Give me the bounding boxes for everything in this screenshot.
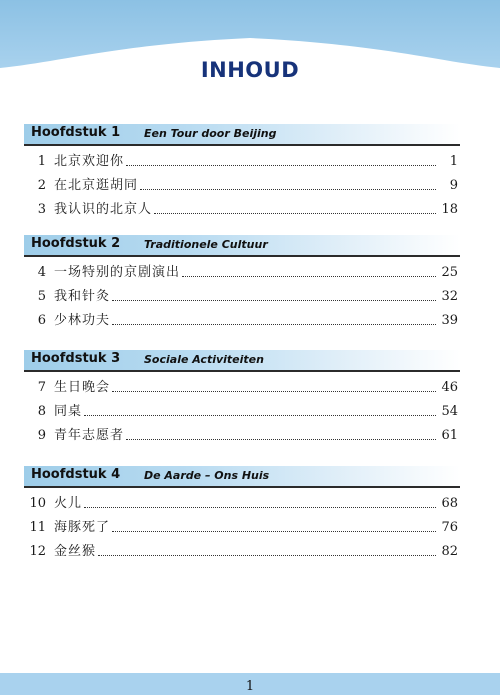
page-ref: 82 xyxy=(441,544,458,559)
toc-entry[interactable] xyxy=(24,400,460,424)
chapter-section xyxy=(24,235,484,333)
toc-entry[interactable] xyxy=(24,492,460,516)
toc-entry[interactable] xyxy=(24,285,460,309)
page-ref: 1 xyxy=(449,154,458,169)
lesson-title: 北京欢迎你 xyxy=(54,154,125,169)
toc-entry[interactable] xyxy=(24,198,460,222)
lesson-title: 少林功夫 xyxy=(54,313,111,328)
toc-entry[interactable] xyxy=(24,261,460,285)
page-ref: 25 xyxy=(441,265,458,280)
page-ref: 76 xyxy=(441,520,458,535)
chapter-header xyxy=(24,235,460,255)
page-ref: 9 xyxy=(449,178,458,193)
lesson-title: 我和针灸 xyxy=(54,289,111,304)
lesson-number: 4 xyxy=(37,265,46,280)
lesson-title: 青年志愿者 xyxy=(54,428,125,443)
lesson-list xyxy=(24,492,460,564)
lesson-number: 2 xyxy=(37,178,46,193)
page-ref: 68 xyxy=(441,496,458,511)
lesson-number: 12 xyxy=(29,544,46,559)
toc-entry[interactable] xyxy=(24,376,460,400)
page-ref: 32 xyxy=(441,289,458,304)
toc-entry[interactable] xyxy=(24,309,460,333)
page-ref: 61 xyxy=(441,428,458,443)
chapter-name: Een Tour door Beijing xyxy=(144,127,277,140)
lesson-list xyxy=(24,150,460,222)
toc-entry[interactable] xyxy=(24,150,460,174)
chapter-section xyxy=(24,350,484,448)
lesson-title: 金丝猴 xyxy=(54,544,97,559)
dot-leader xyxy=(126,438,436,440)
lesson-title: 海豚死了 xyxy=(54,520,111,535)
lesson-list xyxy=(24,376,460,448)
lesson-number: 11 xyxy=(29,520,46,535)
dot-leader xyxy=(126,164,436,166)
toc-entry[interactable] xyxy=(24,540,460,564)
dot-leader xyxy=(112,390,436,392)
lesson-title: 在北京逛胡同 xyxy=(54,178,139,193)
lesson-number: 6 xyxy=(37,313,46,328)
lesson-title: 同桌 xyxy=(54,404,83,419)
lesson-number: 3 xyxy=(37,202,46,217)
lesson-number: 9 xyxy=(37,428,46,443)
lesson-number: 8 xyxy=(37,404,46,419)
page-ref: 18 xyxy=(441,202,458,217)
dot-leader xyxy=(112,530,436,532)
dot-leader xyxy=(182,275,436,277)
lesson-title: 一场特别的京剧演出 xyxy=(54,265,181,280)
lesson-number: 5 xyxy=(37,289,46,304)
lesson-list xyxy=(24,261,460,333)
page-title: INHOUD xyxy=(200,58,300,82)
chapter-name: Traditionele Cultuur xyxy=(144,238,268,251)
dot-leader xyxy=(84,414,436,416)
dot-leader xyxy=(84,506,436,508)
chapter-header xyxy=(24,466,460,486)
dot-leader xyxy=(154,212,436,214)
chapter-name: Sociale Activiteiten xyxy=(144,353,264,366)
page-ref: 39 xyxy=(441,313,458,328)
lesson-title: 我认识的北京人 xyxy=(54,202,153,217)
dot-leader xyxy=(112,323,436,325)
lesson-title: 火儿 xyxy=(54,496,83,511)
lesson-number: 7 xyxy=(37,380,46,395)
toc-entry[interactable] xyxy=(24,174,460,198)
lesson-number: 10 xyxy=(29,496,46,511)
chapter-label: Hoofdstuk 3 xyxy=(31,351,121,366)
chapter-label: Hoofdstuk 4 xyxy=(31,467,121,482)
dot-leader xyxy=(98,554,436,556)
dot-leader xyxy=(140,188,436,190)
chapter-label: Hoofdstuk 2 xyxy=(31,236,121,251)
chapter-name: De Aarde – Ons Huis xyxy=(144,469,270,482)
chapter-header xyxy=(24,124,460,144)
lesson-title: 生日晚会 xyxy=(54,380,111,395)
lesson-number: 1 xyxy=(37,154,46,169)
chapter-label: Hoofdstuk 1 xyxy=(31,125,121,140)
dot-leader xyxy=(112,299,436,301)
toc-entry[interactable] xyxy=(24,516,460,540)
chapter-header xyxy=(24,350,460,370)
chapter-section xyxy=(24,124,484,222)
page-ref: 46 xyxy=(441,380,458,395)
page-number: 1 xyxy=(245,679,255,694)
toc-entry[interactable] xyxy=(24,424,460,448)
chapter-section xyxy=(24,466,484,564)
page-ref: 54 xyxy=(441,404,458,419)
